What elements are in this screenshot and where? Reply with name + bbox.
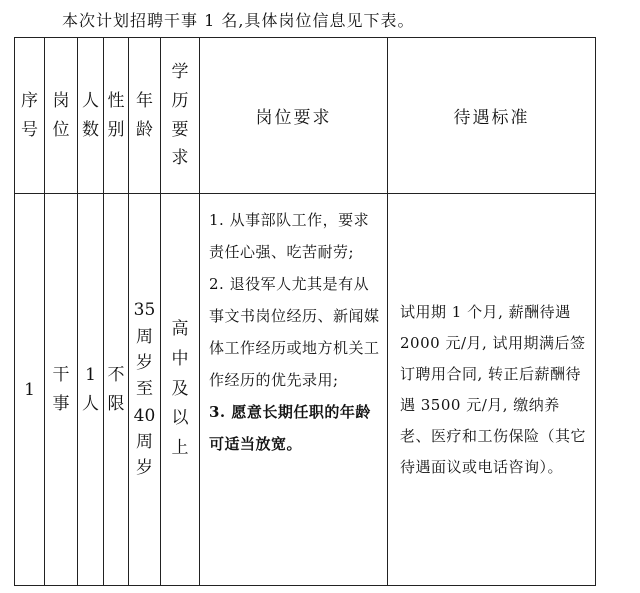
header-position: 岗 位 (45, 38, 78, 194)
header-seq: 序 号 (15, 38, 45, 194)
intro-text: 本次计划招聘干事 1 名,具体岗位信息见下表。 (62, 11, 415, 30)
header-education: 学 历 要 求 (161, 38, 200, 194)
header-requirements: 岗位要求 (200, 38, 388, 194)
header-age: 年 龄 (129, 38, 161, 194)
requirement-item: 1. 从事部队工作，要求责任心强、吃苦耐劳; (209, 211, 370, 261)
cell-position: 干 事 (45, 194, 78, 586)
job-table (14, 37, 596, 586)
cell-requirements (200, 194, 388, 586)
cell-age: 35 周 岁 至 40 周 岁 (129, 194, 161, 586)
header-count: 人 数 (78, 38, 104, 194)
header-treatment: 待遇标准 (388, 38, 596, 194)
requirement-item: 3. 愿意长期任职的年龄可适当放宽。 (209, 403, 371, 453)
cell-education: 高 中 及 以 上 (161, 194, 200, 586)
cell-treatment: 试用期 1 个月, 薪酬待遇 2000 元/月, 试用期满后签订聘用合同, 转正后薪酬待遇 3500 元/月, 缴纳养老、医疗和工伤保险（其它待遇面议或电话咨询）。 (388, 194, 596, 586)
cell-gender: 不 限 (104, 194, 129, 586)
header-row (15, 38, 596, 194)
requirement-item: 2. 退役军人尤其是有从事文书岗位经历、新闻媒体工作经历或地方机关工作经历的优先录用; (209, 275, 380, 389)
cell-seq: 1 (15, 194, 45, 586)
cell-count: 1 人 (78, 194, 104, 586)
header-gender: 性 别 (104, 38, 129, 194)
table-row (15, 194, 596, 586)
